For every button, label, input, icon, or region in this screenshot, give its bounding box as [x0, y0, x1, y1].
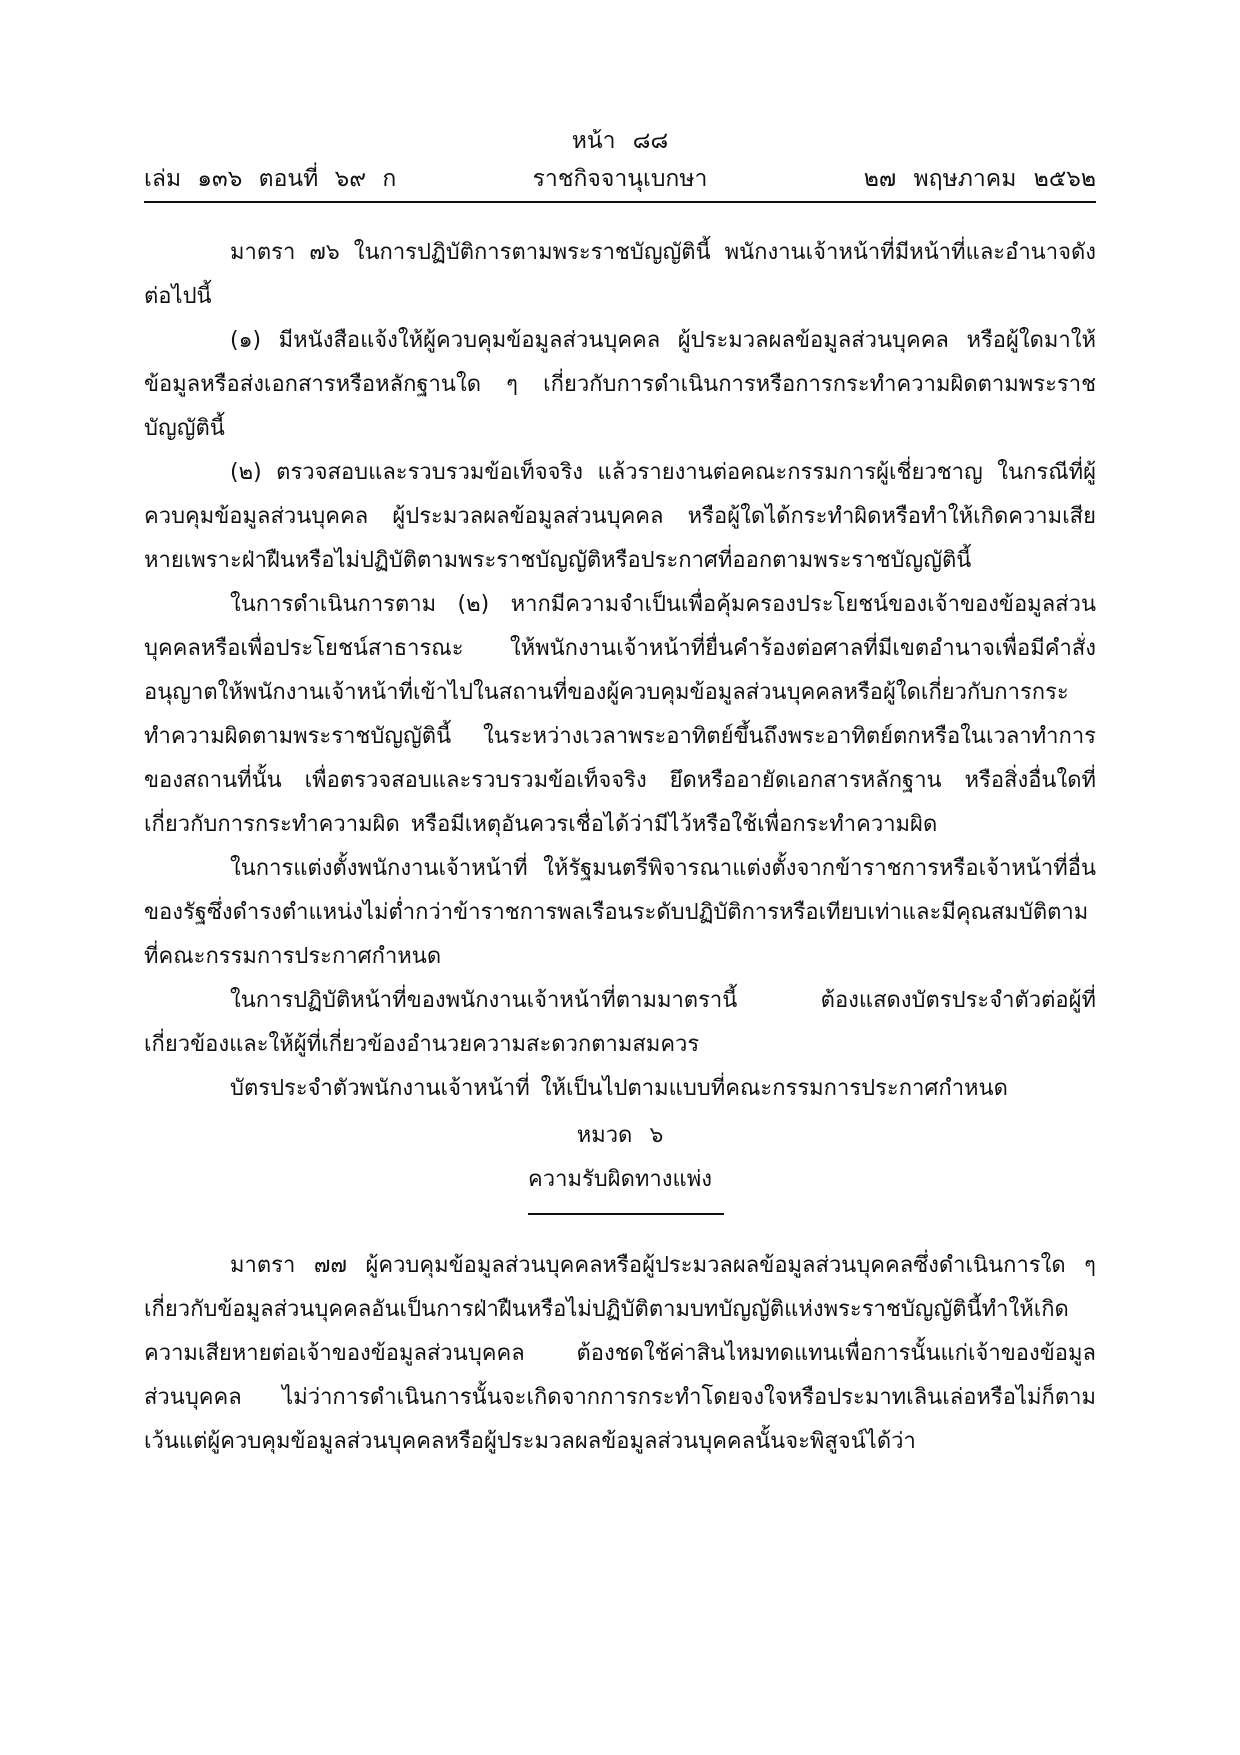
paragraph-id-card-form: บัตรประจำตัวพนักงานเจ้าหน้าที่ ให้เป็นไปตามแบบที่คณะกรรมการประกาศกำหนด	[230, 1076, 1008, 1101]
volume-info: เล่ม ๑๓๖ ตอนที่ ๖๙ ก	[144, 166, 397, 192]
publication-date: ๒๗ พฤษภาคม ๒๕๖๒	[863, 166, 1096, 192]
paragraph-appointment: ในการแต่งตั้งพนักงานเจ้าหน้าที่ ให้รัฐมนตรีพิจารณาแต่งตั้งจากข้าราชการหรือเจ้าหน้าที่อื่นของรัฐซึ่งดำรงตำแหน่งไม่ต่ำกว่าข้าราชการพลเรือนระดับปฏิบัติการหรือเทียบเท่าและมีคุณสมบัติตามที่คณะกรรมการประกาศกำหนด	[144, 856, 1096, 969]
chapter-heading	[0, 1114, 1240, 1202]
paragraph-id-card-duty: ในการปฏิบัติหน้าที่ของพนักงานเจ้าหน้าที่ตามมาตรานี้ ต้องแสดงบัตรประจำตัวต่อผู้ที่เกี่ยวข้องและให้ผู้ที่เกี่ยวข้องอำนวยความสะดวกตามสมควร	[144, 988, 1096, 1057]
paragraph-item-2: (๒) ตรวจสอบและรวบรวมข้อเท็จจริง แล้วรายงานต่อคณะกรรมการผู้เชี่ยวชาญ ในกรณีที่ผู้ควบคุมข้อมูลส่วนบุคคล ผู้ประมวลผลข้อมูลส่วนบุคคล หรือผู้ใดได้กระทำผิดหรือทำให้เกิดความเสียหายเพราะฝ่าฝืนหรือไม่ปฏิบัติตามพระราชบัญญัติหรือประกาศที่ออกตามพระราชบัญญัตินี้	[144, 460, 1096, 573]
paragraph-section-76: มาตรา ๗๖ ในการปฏิบัติการตามพระราชบัญญัตินี้ พนักงานเจ้าหน้าที่มีหน้าที่และอำนาจดังต่อไปนี้	[144, 240, 1096, 309]
paragraph-item-1: (๑) มีหนังสือแจ้งให้ผู้ควบคุมข้อมูลส่วนบุคคล ผู้ประมวลผลข้อมูลส่วนบุคคล หรือผู้ใดมาให้ข้อมูลหรือส่งเอกสารหรือหลักฐานใด ๆ เกี่ยวกับการดำเนินการหรือการกระทำความผิดตามพระราชบัญญัตินี้	[144, 328, 1096, 441]
chapter-title: ความรับผิดทางแพ่ง	[528, 1167, 712, 1192]
paragraph-section-77: มาตรา ๗๗ ผู้ควบคุมข้อมูลส่วนบุคคลหรือผู้ประมวลผลข้อมูลส่วนบุคคลซึ่งดำเนินการใด ๆ เกี่ยวกับข้อมูลส่วนบุคคลอันเป็นการฝ่าฝืนหรือไม่ปฏิบัติตามบทบัญญัติแห่งพระราชบัญญัตินี้ทำให้เกิดความเสียหายต่อเจ้าของข้อมูลส่วนบุคคล ต้องชดใช้ค่าสินไหมทดแทนเพื่อการนั้นแก่เจ้าของข้อมูลส่วนบุคคล ไม่ว่าการดำเนินการนั้นจะเกิดจากการกระทำโดยจงใจหรือประมาทเลินเล่อหรือไม่ก็ตาม เว้นแต่ผู้ควบคุมข้อมูลส่วนบุคคลหรือผู้ประมวลผลข้อมูลส่วนบุคคลนั้นจะพิสูจน์ได้ว่า	[144, 1253, 1096, 1454]
running-header	[144, 163, 1096, 195]
page-number: หน้า ๘๘	[571, 128, 669, 154]
header-divider	[144, 201, 1096, 203]
publication-title: ราชกิจจานุเบกษา	[532, 166, 708, 192]
chapter-divider	[528, 1213, 724, 1215]
section-77-body	[144, 1244, 1096, 1464]
chapter-number: หมวด ๖	[576, 1123, 664, 1148]
section-76-body	[144, 231, 1096, 1111]
paragraph-court-order: ในการดำเนินการตาม (๒) หากมีความจำเป็นเพื่อคุ้มครองประโยชน์ของเจ้าของข้อมูลส่วนบุคคลหรือเพื่อประโยชน์สาธารณะ ให้พนักงานเจ้าหน้าที่ยื่นคำร้องต่อศาลที่มีเขตอำนาจเพื่อมีคำสั่งอนุญาตให้พนักงานเจ้าหน้าที่เข้าไปในสถานที่ของผู้ควบคุมข้อมูลส่วนบุคคลหรือผู้ใดเกี่ยวกับการกระทำความผิดตามพระราชบัญญัตินี้ ในระหว่างเวลาพระอาทิตย์ขึ้นถึงพระอาทิตย์ตกหรือในเวลาทำการของสถานที่นั้น เพื่อตรวจสอบและรวบรวมข้อเท็จจริง ยึดหรืออายัดเอกสารหลักฐาน หรือสิ่งอื่นใดที่เกี่ยวกับการกระทำความผิด หรือมีเหตุอันควรเชื่อได้ว่ามีไว้หรือใช้เพื่อกระทำความผิด	[144, 592, 1096, 837]
